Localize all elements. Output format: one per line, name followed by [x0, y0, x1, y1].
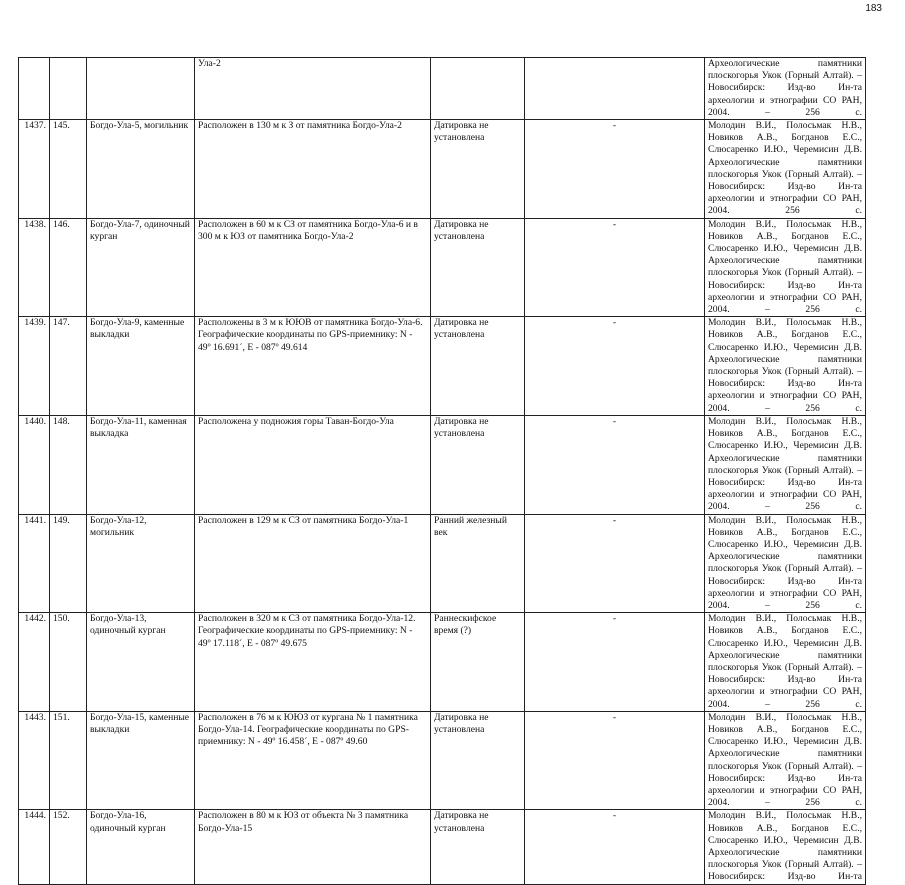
- cell-registry-number: 1442.: [19, 613, 50, 712]
- cell-extra: -: [525, 810, 705, 884]
- cell-monument-name: Богдо-Ула-15, каменные выкладки: [87, 711, 195, 810]
- cell-registry-number: 1443.: [19, 711, 50, 810]
- table-row: [19, 613, 866, 712]
- cell-location: Расположен в 60 м к СЗ от памятника Богдо-Ула-6 и в 300 м к ЮЗ от памятника Богдо-Ула-2: [195, 218, 431, 317]
- page-number: 183: [865, 3, 882, 14]
- cell-dating: Датировка не установлена: [431, 415, 525, 514]
- cell-source: Молодин В.И., Полосьмак Н.В., Новиков А.В., Богданов Е.С., Слюсаренко И.Ю., Черемисин Д.В. Археологические памятники плоскогорья Укок (Горный Алтай). – Новосибирск: Изд-во Ин-та археологии и этнографии СО РАН, 2004. – 256 с.: [705, 613, 866, 712]
- cell-monument-name: Богдо-Ула-9, каменные выкладки: [87, 317, 195, 416]
- cell-dating: Датировка не установлена: [431, 810, 525, 884]
- cell-sequence-number: 148.: [50, 415, 87, 514]
- table-row: [19, 711, 866, 810]
- cell-extra: -: [525, 317, 705, 416]
- cell-location: Расположен в 76 м к ЮЮЗ от кургана № 1 памятника Богдо-Ула-14. Географические координаты по GPS-приемнику: N - 49º 16.458´, E - 087º 49.60: [195, 711, 431, 810]
- cell-sequence-number: 147.: [50, 317, 87, 416]
- cell-dating: Датировка не установлена: [431, 218, 525, 317]
- cell-monument-name: Богдо-Ула-13, одиночный курган: [87, 613, 195, 712]
- cell-monument-name: Богдо-Ула-12, могильник: [87, 514, 195, 613]
- table-row-continued: [19, 58, 866, 120]
- table-row: [19, 415, 866, 514]
- cell-monument-name: Богдо-Ула-11, каменная выкладка: [87, 415, 195, 514]
- cell-sequence-number: 150.: [50, 613, 87, 712]
- cell-registry-number: 1437.: [19, 120, 50, 219]
- cell-extra: -: [525, 711, 705, 810]
- cell-monument-name: Богдо-Ула-5, могильник: [87, 120, 195, 219]
- cell-extra: -: [525, 120, 705, 219]
- cell-registry-number: 1438.: [19, 218, 50, 317]
- cell-registry-number: 1439.: [19, 317, 50, 416]
- cell-source: Молодин В.И., Полосьмак Н.В., Новиков А.В., Богданов Е.С., Слюсаренко И.Ю., Черемисин Д.В. Археологические памятники плоскогорья Укок (Горный Алтай). – Новосибирск: Изд-во Ин-та археологии и этнографии СО РАН, 2004. – 256 с.: [705, 514, 866, 613]
- cell-registry-number: 1440.: [19, 415, 50, 514]
- table-row: [19, 514, 866, 613]
- cell-location: Ула-2: [195, 58, 431, 120]
- cell-extra: -: [525, 415, 705, 514]
- cell-extra: [525, 58, 705, 120]
- cell-sequence-number: 146.: [50, 218, 87, 317]
- cell-source: Молодин В.И., Полосьмак Н.В., Новиков А.В., Богданов Е.С., Слюсаренко И.Ю., Черемисин Д.В. Археологические памятники плоскогорья Укок (Горный Алтай). – Новосибирск: Изд-во Ин-та: [705, 810, 866, 884]
- table-row: [19, 810, 866, 884]
- cell-dating: Датировка не установлена: [431, 317, 525, 416]
- cell-sequence-number: 145.: [50, 120, 87, 219]
- cell-location: Расположена у подножия горы Таван-Богдо-Ула: [195, 415, 431, 514]
- cell-source: Молодин В.И., Полосьмак Н.В., Новиков А.В., Богданов Е.С., Слюсаренко И.Ю., Черемисин Д.В. Археологические памятники плоскогорья Укок (Горный Алтай). – Новосибирск: Изд-во Ин-та археологии и этнографии СО РАН, 2004. 256 с.: [705, 120, 866, 219]
- cell-extra: -: [525, 613, 705, 712]
- cell-extra: -: [525, 218, 705, 317]
- cell-location: Расположен в 320 м к СЗ от памятника Богдо-Ула-12. Географические координаты по GPS-приемнику: N - 49º 17.118´, E - 087º 49.675: [195, 613, 431, 712]
- cell-source: Молодин В.И., Полосьмак Н.В., Новиков А.В., Богданов Е.С., Слюсаренко И.Ю., Черемисин Д.В. Археологические памятники плоскогорья Укок (Горный Алтай). – Новосибирск: Изд-во Ин-та археологии и этнографии СО РАН, 2004. – 256 с.: [705, 711, 866, 810]
- cell-dating: Раннескифское время (?): [431, 613, 525, 712]
- cell-registry-number: 1444.: [19, 810, 50, 884]
- cell-monument-name: [87, 58, 195, 120]
- cell-monument-name: Богдо-Ула-7, одиночный курган: [87, 218, 195, 317]
- cell-source: Молодин В.И., Полосьмак Н.В., Новиков А.В., Богданов Е.С., Слюсаренко И.Ю., Черемисин Д.В. Археологические памятники плоскогорья Укок (Горный Алтай). – Новосибирск: Изд-во Ин-та археологии и этнографии СО РАН, 2004. – 256 с.: [705, 415, 866, 514]
- cell-sequence-number: 149.: [50, 514, 87, 613]
- cell-sequence-number: [50, 58, 87, 120]
- cell-extra: -: [525, 514, 705, 613]
- cell-dating: [431, 58, 525, 120]
- cell-sequence-number: 151.: [50, 711, 87, 810]
- cell-dating: Датировка не установлена: [431, 120, 525, 219]
- table-row: [19, 120, 866, 219]
- cell-source: Археологические памятники плоскогорья Укок (Горный Алтай). – Новосибирск: Изд-во Ин-та археологии и этнографии СО РАН, 2004. – 256 с.: [705, 58, 866, 120]
- cell-dating: Датировка не установлена: [431, 711, 525, 810]
- cell-location: Расположен в 129 м к СЗ от памятника Богдо-Ула-1: [195, 514, 431, 613]
- cell-location: Расположен в 80 м к ЮЗ от объекта № 3 памятника Богдо-Ула-15: [195, 810, 431, 884]
- table-row: [19, 218, 866, 317]
- cell-registry-number: 1441.: [19, 514, 50, 613]
- cell-location: Расположены в 3 м к ЮЮВ от памятника Богдо-Ула-6. Географические координаты по GPS-приемнику: N - 49º 16.691´, E - 087º 49.614: [195, 317, 431, 416]
- cell-sequence-number: 152.: [50, 810, 87, 884]
- table-row: [19, 317, 866, 416]
- cell-source: Молодин В.И., Полосьмак Н.В., Новиков А.В., Богданов Е.С., Слюсаренко И.Ю., Черемисин Д.В. Археологические памятники плоскогорья Укок (Горный Алтай). – Новосибирск: Изд-во Ин-та археологии и этнографии СО РАН, 2004. – 256 с.: [705, 218, 866, 317]
- cell-dating: Ранний железный век: [431, 514, 525, 613]
- monuments-table: [18, 57, 866, 885]
- cell-registry-number: [19, 58, 50, 120]
- cell-monument-name: Богдо-Ула-16, одиночный курган: [87, 810, 195, 884]
- cell-source: Молодин В.И., Полосьмак Н.В., Новиков А.В., Богданов Е.С., Слюсаренко И.Ю., Черемисин Д.В. Археологические памятники плоскогорья Укок (Горный Алтай). – Новосибирск: Изд-во Ин-та археологии и этнографии СО РАН, 2004. – 256 с.: [705, 317, 866, 416]
- cell-location: Расположен в 130 м к З от памятника Богдо-Ула-2: [195, 120, 431, 219]
